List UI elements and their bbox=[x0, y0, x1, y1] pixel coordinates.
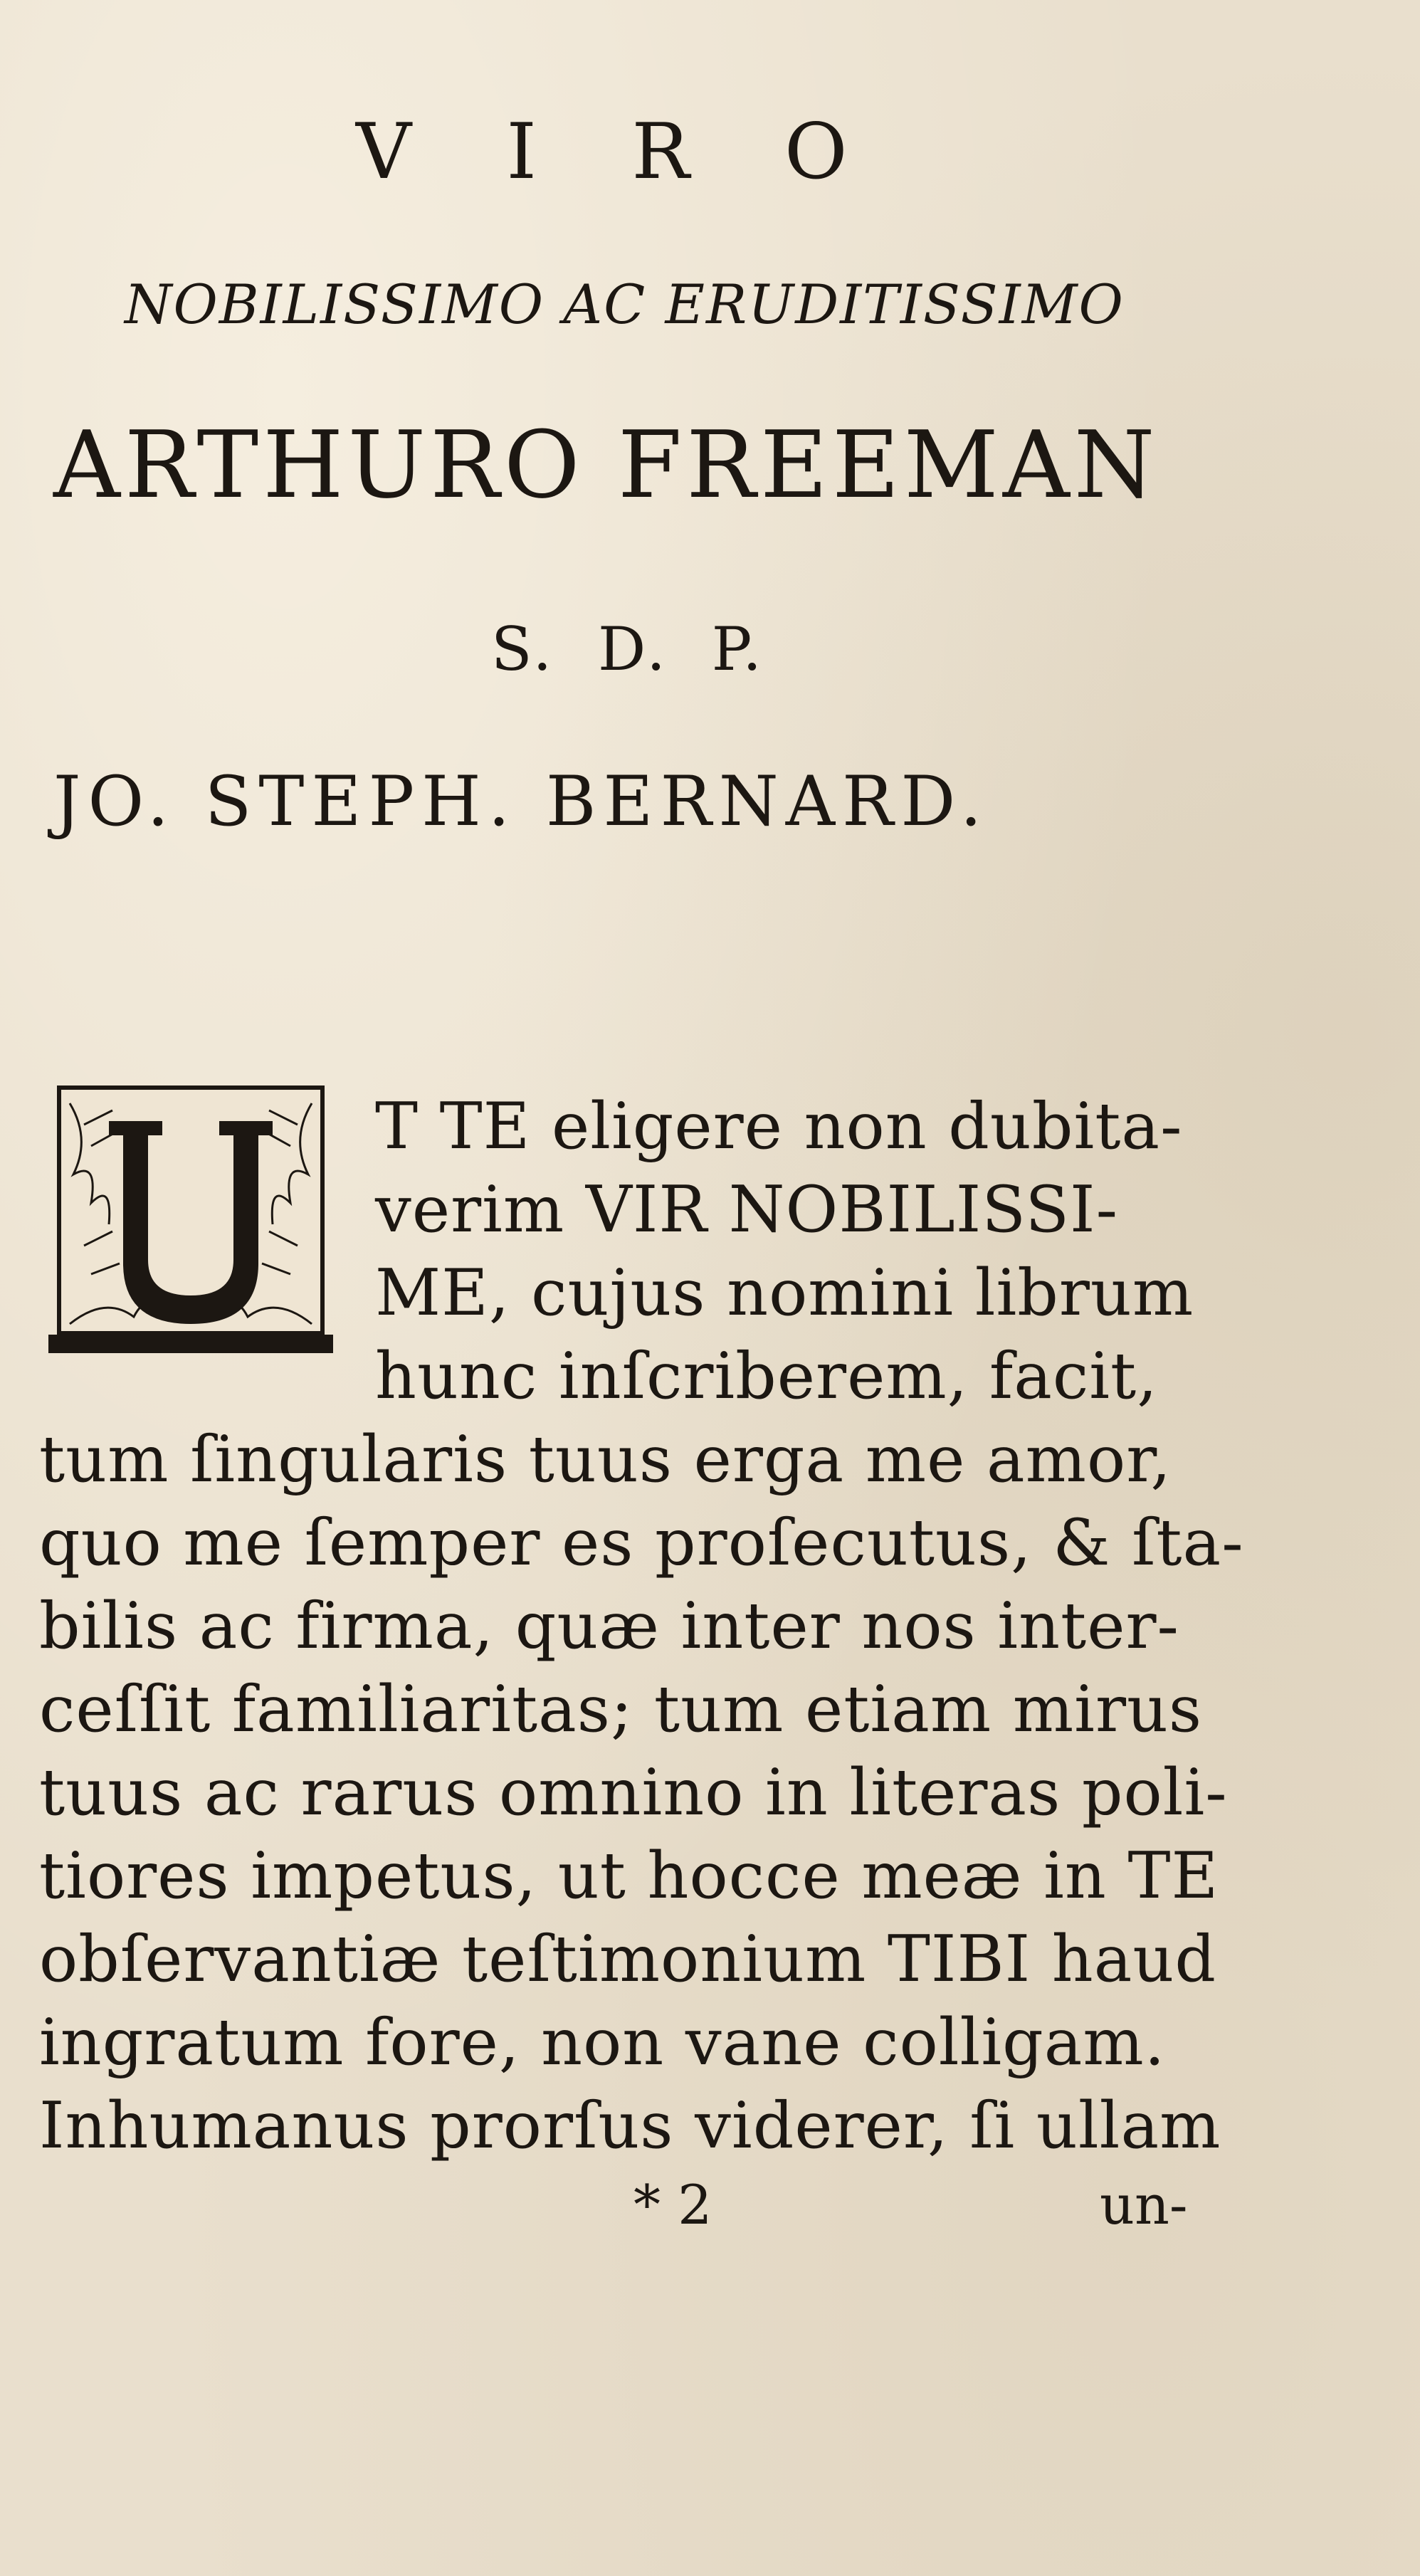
decorated-initial-v bbox=[41, 1082, 337, 1381]
signature-mark: * 2 bbox=[633, 2173, 712, 2236]
text-line-13: Inhumanus prorſus viderer, ſi ullam bbox=[39, 2088, 1221, 2163]
text-line-2: verim VIR NOBILISSI- bbox=[375, 1172, 1119, 1247]
text-line-4: hunc inſcriberem, facit, bbox=[375, 1339, 1158, 1414]
catchword: un- bbox=[1100, 2173, 1188, 2236]
text-line-5: tum ſingularis tuus erga me amor, bbox=[39, 1422, 1172, 1497]
text-line-6: quo me ſemper es proſecutus, & ſta- bbox=[39, 1505, 1244, 1580]
text-line-3: ME, cujus nomini librum bbox=[375, 1256, 1194, 1330]
text-line-10: tiores impetus, ut hocce meæ in TE bbox=[39, 1839, 1219, 1913]
text-line-8: ceſſit familiaritas; tum etiam mirus bbox=[39, 1672, 1203, 1747]
dedication-line: NOBILISSIMO AC ERUDITISSIMO bbox=[125, 273, 1125, 336]
salutation: S. D. P. bbox=[491, 614, 764, 684]
text-line-9: tuus ac rarus omnino in literas poli- bbox=[39, 1755, 1228, 1830]
heading-viro: V I R O bbox=[356, 107, 849, 196]
text-line-1: T TE eligere non dubita- bbox=[375, 1089, 1183, 1164]
text-line-7: bilis ac firma, quæ inter nos inter- bbox=[39, 1589, 1179, 1663]
author-name: JO. STEPH. BERNARD. bbox=[53, 762, 989, 841]
text-line-11: obſervantiæ teſtimonium TIBI haud bbox=[39, 1922, 1216, 1997]
text-line-12: ingratum fore, non vane colligam. bbox=[39, 2005, 1166, 2080]
recipient-name: ARTHURO FREEMAN bbox=[53, 411, 1159, 519]
